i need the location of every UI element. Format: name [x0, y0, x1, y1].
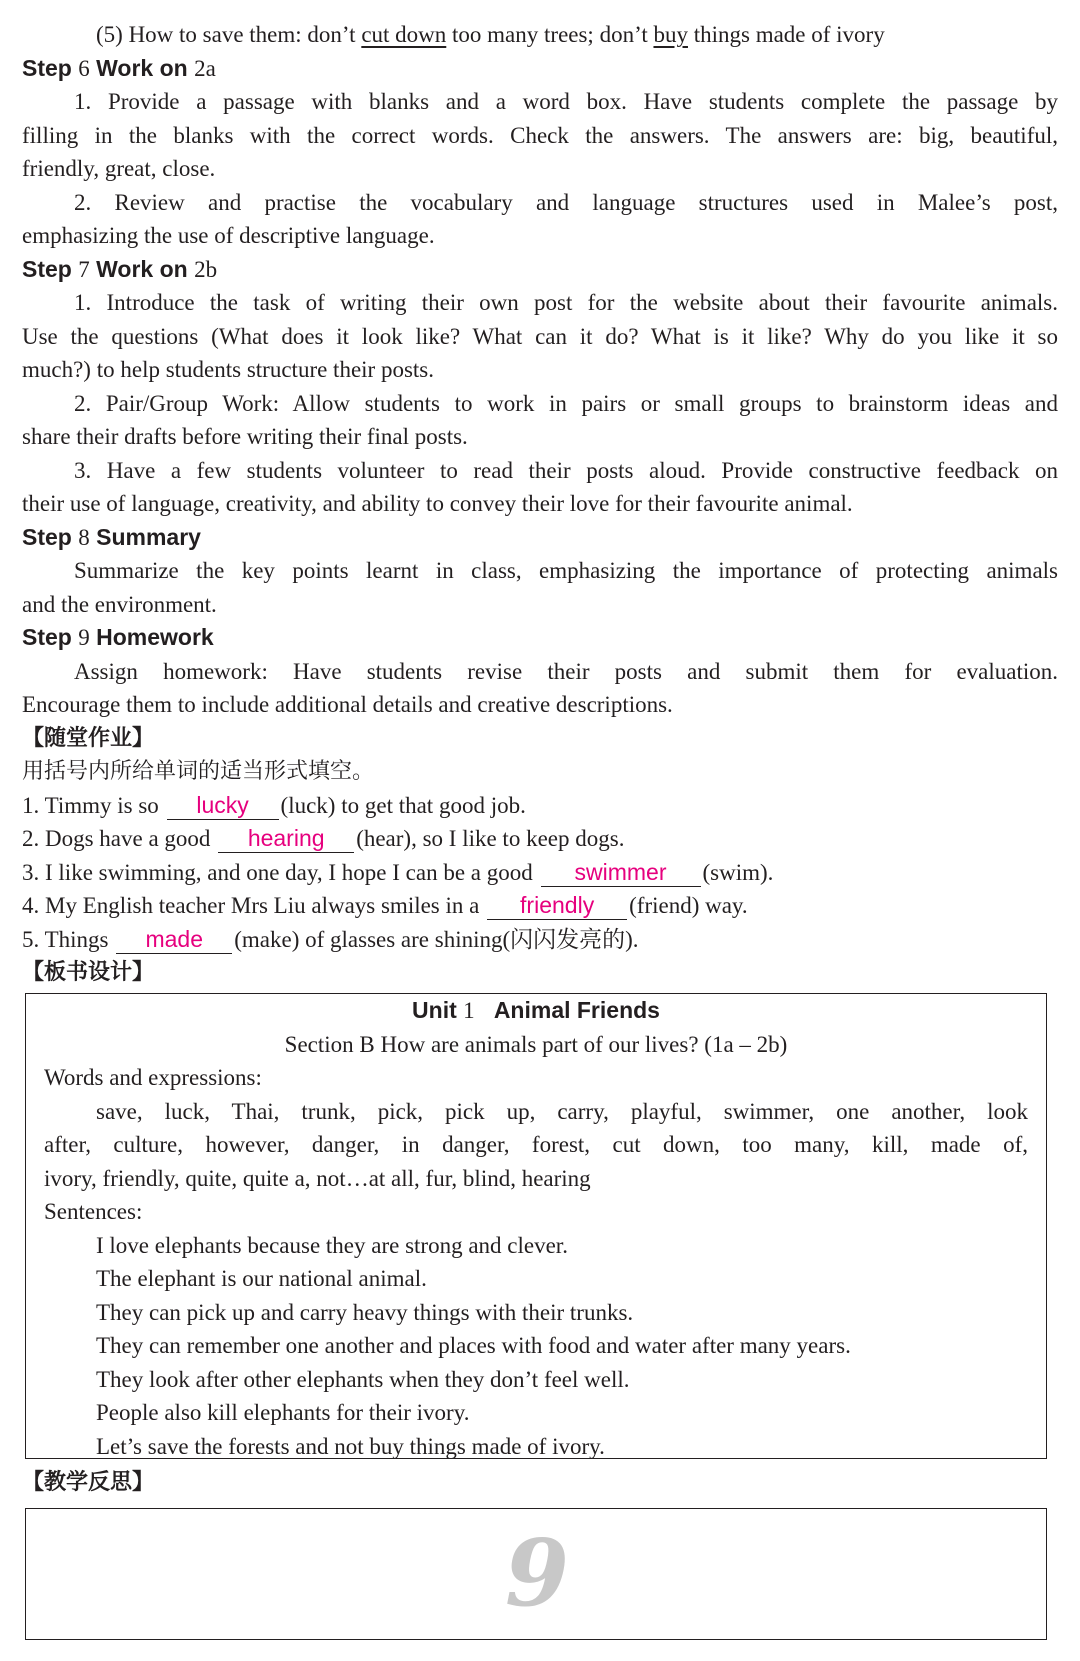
board-words-l1: save, luck, Thai, trunk, pick, pick up, carry, playful, swimmer, one another, look: [96, 1098, 1028, 1124]
step6-p1-l1: 1. Provide a passage with blanks and a word box. Have students complete the passage by: [74, 89, 1058, 114]
step6-p2-l1: 2. Review and practise the vocabulary and language structures used in Malee’s post,: [74, 189, 1058, 215]
board-sentence: They can pick up and carry heavy things with their trunks.: [96, 1299, 634, 1325]
board-words-l2: after, culture, however, danger, in danger, forest, cut down, too many, kill, made of,: [44, 1132, 1028, 1157]
board-sentence: Let’s save the forests and not buy things made of ivory.: [96, 1433, 605, 1459]
step6-heading: Step 6 Work on 2a: [22, 54, 216, 81]
board-heading: 【板书设计】: [22, 960, 155, 985]
step7-p1-l2: Use the questions (What does it look like? What can it do? What is it like? Why do you like it so: [22, 323, 1058, 349]
exercise-item-3: 3. I like swimming, and one day, I hope I can be a good swimmer (swim).: [22, 858, 774, 885]
exercise-item-4: 4. My English teacher Mrs Liu always smiles in a friendly (friend) way.: [22, 892, 748, 918]
exercise-heading: 【随堂作业】: [22, 725, 155, 751]
answer-blank: hearing: [218, 826, 354, 853]
step8-l1: Summarize the key points learnt in class, emphasizing the importance of protecting animals: [74, 558, 1058, 583]
exercise-item-1: 1. Timmy is so lucky (luck) to get that good job.: [22, 791, 526, 818]
exercise-item-5: 5. Things made (make) of glasses are shining(闪闪发亮的).: [22, 925, 639, 952]
step8-l2: and the environment.: [22, 591, 217, 617]
save-them-line: (5) How to save them: don’t cut down too many trees; don’t buy things made of ivory: [96, 22, 885, 47]
answer-blank: swimmer: [541, 860, 701, 887]
step9-heading: Step 9 Homework: [22, 624, 214, 650]
step7-p2-l2: share their drafts before writing their final posts.: [22, 424, 468, 449]
step7-p1-l3: much?) to help students structure their posts.: [22, 357, 435, 382]
exercise-item-2: 2. Dogs have a good hearing (hear), so I like to keep dogs.: [22, 825, 625, 851]
reflection-heading: 【教学反思】: [22, 1470, 155, 1495]
answer-blank: lucky: [167, 793, 279, 820]
board-words-l3: ivory, friendly, quite, quite a, not…at all, fur, blind, hearing: [44, 1165, 591, 1191]
blackboard-design-box: [25, 993, 1047, 1459]
board-sentence: They can remember one another and places with food and water after many years.: [96, 1333, 851, 1358]
answer-blank: friendly: [487, 893, 627, 920]
exercise-instruction: 用括号内所给单词的适当形式填空。: [22, 759, 375, 784]
board-words-label: Words and expressions:: [44, 1065, 262, 1090]
step7-p3-l2: their use of language, creativity, and ability to convey their love for their favourite animal.: [22, 491, 853, 516]
board-sentences-label: Sentences:: [44, 1199, 143, 1224]
board-sentence: The elephant is our national animal.: [96, 1266, 427, 1291]
step7-p1-l1: 1. Introduce the task of writing their own post for the website about their favourite animals.: [74, 290, 1058, 315]
step8-heading: Step 8 Summary: [22, 523, 201, 550]
board-unit-title: Unit 1 Animal Friends: [412, 997, 660, 1023]
step6-p1-l3: friendly, great, close.: [22, 156, 216, 181]
step9-l1: Assign homework: Have students revise their posts and submit them for evaluation.: [74, 658, 1058, 684]
board-sentence: People also kill elephants for their ivory.: [96, 1400, 470, 1425]
answer-blank: made: [116, 927, 232, 954]
step9-l2: Encourage them to include additional details and creative descriptions.: [22, 692, 673, 717]
page-number: 9: [505, 1519, 570, 1627]
step7-p3-l1: 3. Have a few students volunteer to read their posts aloud. Provide constructive feedback on: [74, 457, 1058, 483]
step6-p1-l2: filling in the blanks with the correct words. Check the answers. The answers are: big, beautiful,: [22, 122, 1058, 148]
board-sentence: I love elephants because they are strong and clever.: [96, 1232, 568, 1258]
step7-p2-l1: 2. Pair/Group Work: Allow students to work in pairs or small groups to brainstorm ideas and: [74, 390, 1058, 416]
board-section-title: Section B How are animals part of our lives? (1a – 2b): [284, 1031, 788, 1057]
step6-p2-l2: emphasizing the use of descriptive language.: [22, 223, 435, 248]
lesson-plan-page: [22, 18, 1058, 990]
board-sentence: They look after other elephants when they don’t feel well.: [96, 1366, 630, 1392]
step7-heading: Step 7 Work on 2b: [22, 255, 218, 282]
